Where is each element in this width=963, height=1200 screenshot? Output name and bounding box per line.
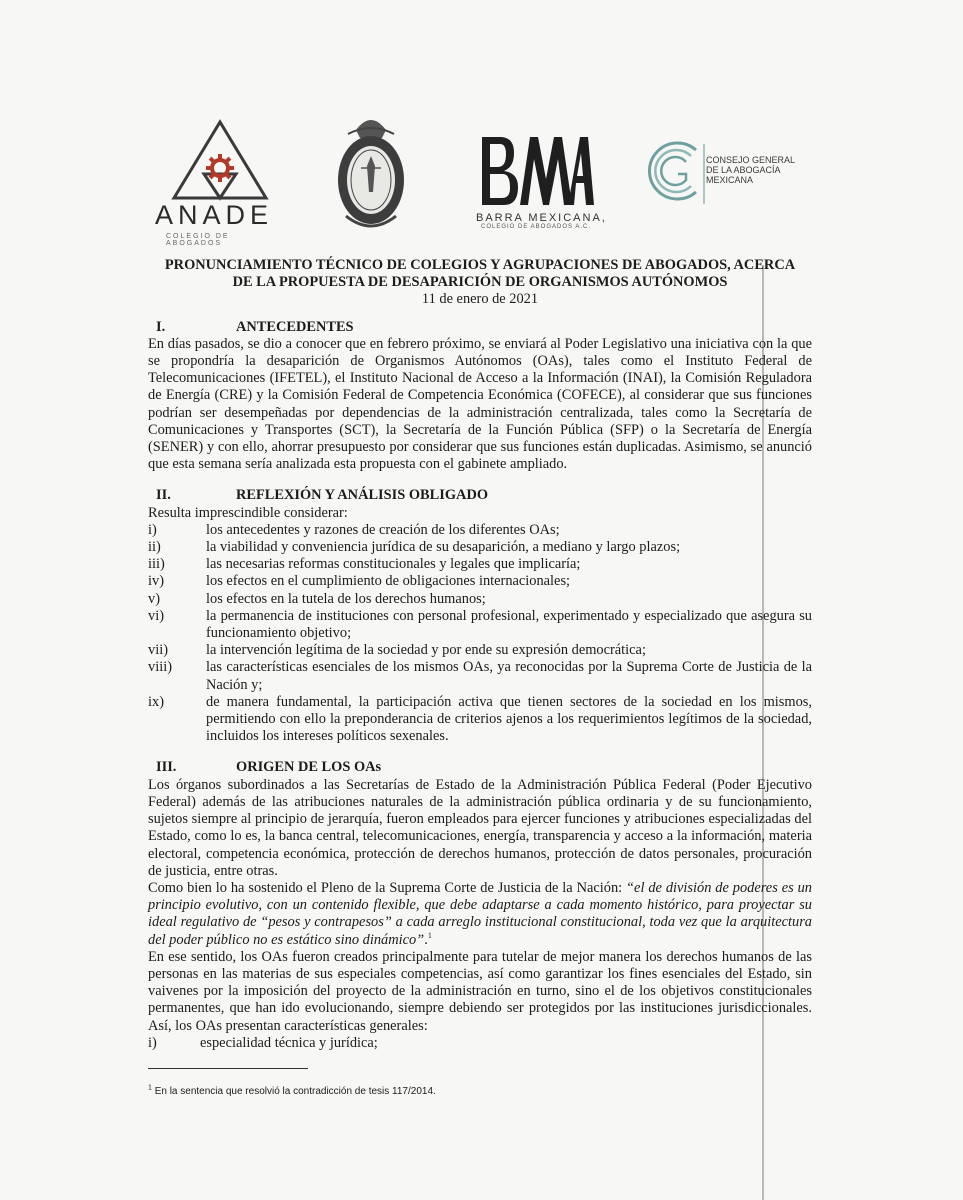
- list-item: [148, 539, 812, 556]
- section-paragraph: En días pasados, se dio a conocer que en febrero próximo, se enviará al Poder Legislativo una iniciativa con la que se propondría la desaparición de Organismos Autónomos (OAs), tales como el Instituto Federal de Telecomunicaciones (IFETEL), el Instituto Nacional de Acceso a la Información (INAI), la Comisión Reguladora de Energía (CRE) y la Comisión Federal de Competencia Económica (COFECE), al considerar que sus funciones podrían ser desempeñadas por dependencias de la administración centralizada, tales como la Secretaría de Comunicaciones y Transportes (SCT), la Secretaría de la Función Pública (SFP) o la Secretaría de Energía (SENER) y con ello, ahorrar presupuesto por considerar que sus funciones están duplicadas. Asimismo, se anunció que esta semana sería analizada esta propuesta con el gabinete ampliado.: [148, 335, 812, 473]
- section-heading-origen: [148, 759, 812, 776]
- footnote: [148, 1083, 812, 1100]
- list-item: [148, 573, 812, 590]
- list-text: la permanencia de instituciones con personal profesional, experimentado y especializado que asegura su funcionamiento objetivo;: [206, 607, 812, 642]
- list-marker: ix): [148, 693, 164, 710]
- list-item: [148, 659, 812, 693]
- footnote-divider: [148, 1068, 308, 1069]
- footnote-mark: 1: [148, 1084, 152, 1092]
- section-paragraph: Los órganos subordinados a las Secretarías de Estado de la Administración Pública Federal (Poder Ejecutivo Federal) además de las atribuciones naturales de la administración pública ordinaria y de su funcionamiento, sujetos siempre al principio de jerarquía, fueron empleados para ejercer funciones y atribuciones especializadas del Estado, como lo es, la banca central, telecomunicaciones, energía, transparencia y acceso a la información, materia electoral, competencia económica, protección de derechos humanos, protección de datos personales, procuración de justicia, entre otras.: [148, 776, 812, 879]
- cgam-line: DE LA ABOGACÍA: [706, 165, 781, 175]
- list-item: [148, 1035, 812, 1052]
- list-text: los efectos en el cumplimiento de obligaciones internacionales;: [206, 573, 571, 590]
- section-number: III.: [156, 759, 177, 776]
- section-paragraph-quote: [148, 880, 812, 949]
- cgam-line: MEXICANA: [706, 175, 754, 185]
- court-quote: “el de división de poderes es un principio evolutivo, con un contenido flexible, que debe adaptarse a cada momento histórico, para proyectar su ideal regulativo de “pesos y contrapesos” a cada arreglo institucional constitucional, toda vez que la arquitectura del poder público no es estático sino dinámico”: [148, 879, 812, 948]
- list-text: los antecedentes y razones de creación de los diferentes OAs;: [206, 521, 560, 538]
- document-body: [148, 257, 812, 1100]
- bma-logo-icon: [478, 133, 596, 209]
- document-date: 11 de enero de 2021: [421, 291, 539, 308]
- list-item: [148, 694, 812, 746]
- list-marker: viii): [148, 659, 172, 676]
- list-text: las características esenciales de los mismos OAs, ya reconocidas por la Suprema Corte de Justicia de la Nación y;: [206, 659, 812, 693]
- list-item: [148, 556, 812, 573]
- cgam-line: CONSEJO GENERAL: [706, 155, 796, 165]
- cgam-logo-text: [706, 155, 816, 185]
- footnote-reference[interactable]: 1: [427, 930, 432, 940]
- document-title: [148, 257, 812, 291]
- list-marker: vii): [148, 642, 168, 659]
- section-heading-reflexion: [148, 487, 812, 504]
- list-marker: v): [148, 590, 160, 607]
- footnote-text: En la sentencia que resolvió la contradicción de tesis 117/2014.: [154, 1085, 436, 1097]
- list-text: la viabilidad y conveniencia jurídica de su desaparición, a mediano y largo plazos;: [206, 539, 681, 556]
- section-paragraph: En ese sentido, los OAs fueron creados principalmente para tutelar de mejor manera los derechos humanos de las personas en las materias de sus especiales competencias, así como garantizar los fines esenciales del Estado, sin vaivenes por la imposición del proyecto de la administración en turno, sino el de los objetivos constitucionales permanentes, que han ido evolucionando, siempre debiendo ser protegidos por las instituciones jurisdiccionales. Así, los OAs presentan características generales:: [148, 948, 812, 1034]
- section-title: ANTECEDENTES: [236, 318, 354, 335]
- section-number: II.: [156, 487, 171, 504]
- list-item: [148, 642, 812, 659]
- title-line: PRONUNCIAMIENTO TÉCNICO DE COLEGIOS Y AGRUPACIONES DE ABOGADOS, ACERCA: [164, 257, 796, 273]
- cgam-logo-icon: [644, 134, 706, 210]
- section-heading-antecedentes: [148, 319, 812, 336]
- list-marker: i): [148, 521, 157, 538]
- section-number: I.: [156, 318, 166, 335]
- section-title: REFLEXIÓN Y ANÁLISIS OBLIGADO: [236, 487, 489, 504]
- list-text: las necesarias reformas constitucionales y legales que implicaría;: [206, 556, 581, 573]
- list-text: especialidad técnica y jurídica;: [200, 1034, 378, 1051]
- quote-tail: .: [424, 931, 428, 948]
- list-marker: iii): [148, 556, 165, 573]
- title-line: DE LA PROPUESTA DE DESAPARICIÓN DE ORGANISMOS AUTÓNOMOS: [232, 274, 728, 291]
- list-item: [148, 522, 812, 539]
- list-marker: iv): [148, 573, 164, 590]
- list-text: de manera fundamental, la participación activa que tienen sectores de la sociedad en los mismos, permitiendo con ello la preponderancia de criterios ajenos a los requerimientos legítimos de la sociedad, incluidos los intereses políticos sexenales.: [206, 693, 812, 745]
- list-marker: vi): [148, 607, 164, 624]
- list-marker: ii): [148, 539, 161, 556]
- quote-lead: Como bien lo ha sostenido el Pleno de la Suprema Corte de Justicia de la Nación:: [148, 879, 627, 896]
- anade-logo-icon: [170, 118, 270, 202]
- bma-logo-subtitle: COLEGIO DE ABOGADOS A.C.: [481, 224, 592, 230]
- anade-logo-name: ANADE: [155, 200, 274, 230]
- logo-header: [0, 0, 963, 250]
- list-item: [148, 591, 812, 608]
- list-marker: i): [148, 1034, 157, 1051]
- anade-logo-subtitle: COLEGIO DE ABOGADOS: [166, 233, 230, 247]
- list-item: [148, 608, 812, 642]
- section-title: ORIGEN DE LOS OAs: [236, 759, 382, 776]
- section-intro: Resulta imprescindible considerar:: [148, 504, 348, 521]
- considerations-list: [148, 522, 812, 746]
- list-text: la intervención legítima de la sociedad y por ende su expresión democrática;: [206, 642, 646, 659]
- bma-logo-name: BARRA MEXICANA,: [476, 212, 607, 224]
- bar-association-seal-icon: [334, 112, 408, 236]
- list-text: los efectos en la tutela de los derechos humanos;: [206, 590, 486, 607]
